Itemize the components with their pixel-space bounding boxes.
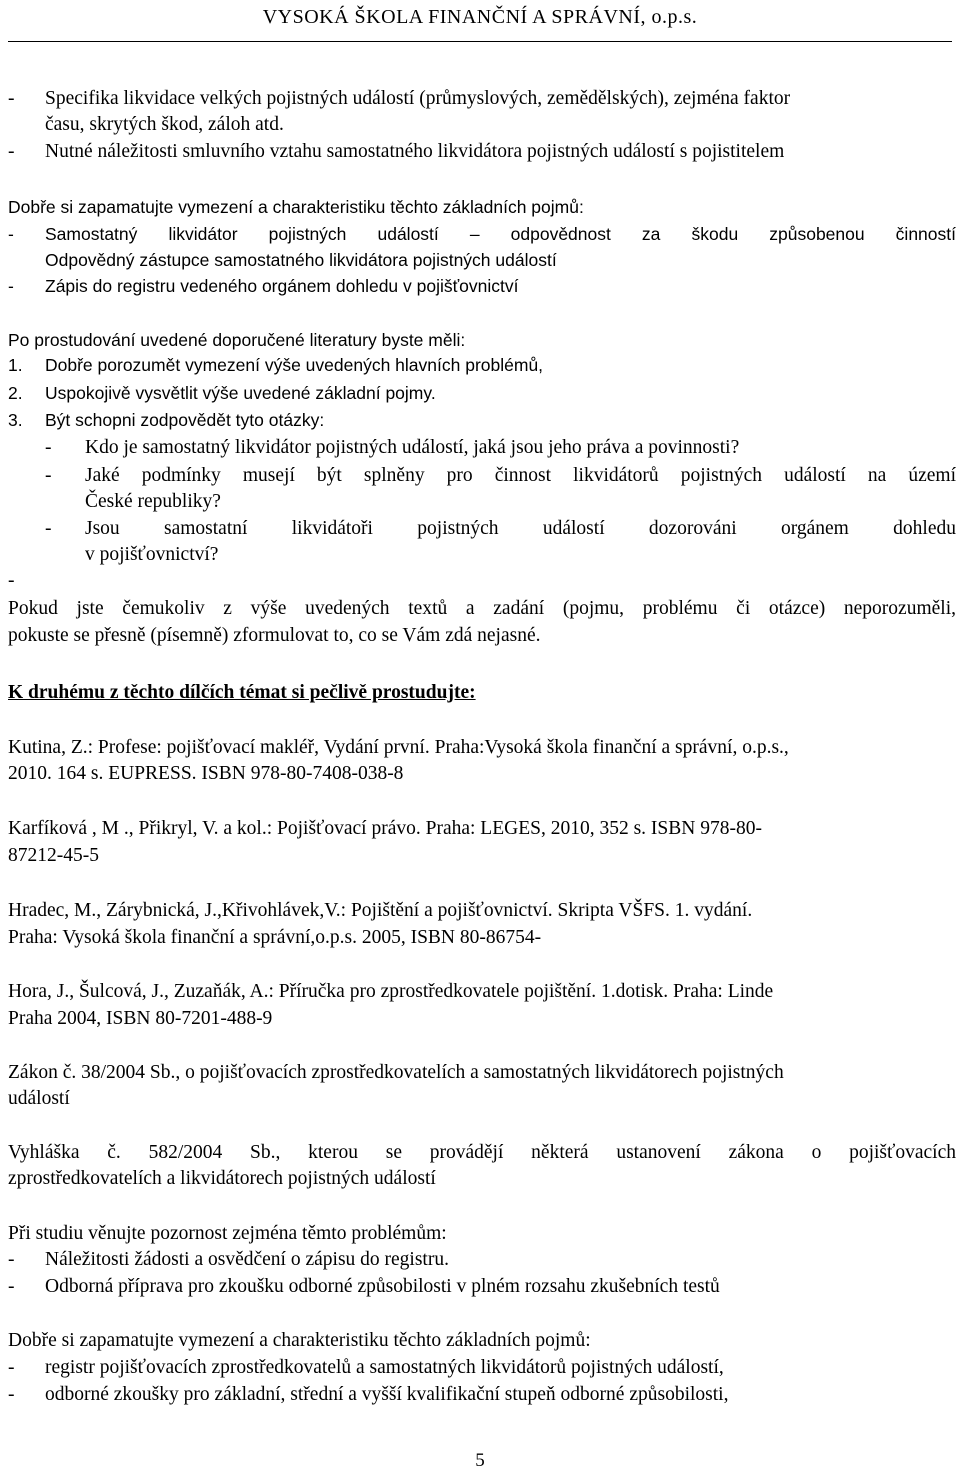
- item-text: Dobře porozumět vymezení výše uvedených hlavních problémů,: [45, 355, 544, 375]
- question-text: Kdo je samostatný likvidátor pojistných událostí, jaká jsou jeho práva a povinnosti?: [85, 437, 740, 458]
- reference-line: událostí: [8, 1088, 70, 1109]
- item-text: Být schopni zodpovědět tyto otázky:: [45, 410, 325, 430]
- reference-line: Hradec, M., Zárybnická, J.,Křivohlávek,V.: Pojištění a pojišťovnictví. Skripta VŠFS. 1. vydání.: [8, 900, 753, 921]
- bullet-dash: -: [8, 224, 14, 244]
- page-header: VYSOKÁ ŠKOLA FINANČNÍ A SPRÁVNÍ, o.p.s.: [262, 6, 698, 28]
- bullet-dash: -: [8, 88, 15, 109]
- list-item-text: Náležitosti žádosti a osvědčení o zápisu do registru.: [45, 1249, 449, 1270]
- reference-line: Kutina, Z.: Profese: pojišťovací makléř, Vydání první. Praha:Vysoká škola finanční a správní, o.p.s.,: [8, 737, 789, 758]
- reference-line: Praha 2004, ISBN 80-7201-488-9: [8, 1008, 273, 1029]
- bullet-dash: -: [45, 465, 52, 486]
- section-heading: Po prostudování uvedené doporučené literatury byste měli:: [8, 330, 466, 350]
- item-number: 1.: [8, 355, 23, 375]
- reference-line: 2010. 164 s. EUPRESS. ISBN 978-80-7408-038-8: [8, 763, 404, 784]
- lone-dash: -: [8, 570, 15, 591]
- reference-line: Praha: Vysoká škola finanční a správní,o.p.s. 2005, ISBN 80-86754-: [8, 927, 542, 948]
- bullet-dash: -: [8, 276, 14, 296]
- reference-line: Zákon č. 38/2004 Sb., o pojišťovacích zprostředkovatelích a samostatných likvidátorech pojistných: [8, 1062, 784, 1083]
- advice-text: pokuste se přesně (písemně) zformulovat to, co se Vám zdá nejasné.: [8, 625, 541, 646]
- reference-line: Vyhláška č. 582/2004 Sb., kterou se provádějí některá ustanovení zákona o pojišťovacích: [8, 1142, 956, 1163]
- list-item-text: Odpovědný zástupce samostatného likvidátora pojistných událostí: [45, 250, 557, 270]
- page-number: 5: [475, 1450, 485, 1471]
- literature-heading: K druhému z těchto dílčích témat si pečlivě prostudujte:: [8, 682, 476, 703]
- list-item-text: Samostatný likvidátor pojistných událostí – odpovědnost za škodu způsobenou činností: [45, 224, 956, 244]
- bullet-dash: -: [8, 1249, 15, 1270]
- reference-line: zprostředkovatelích a likvidátorech pojistných událostí: [8, 1168, 436, 1189]
- section-heading: Dobře si zapamatujte vymezení a charakteristiku těchto základních pojmů:: [8, 197, 584, 217]
- question-text: České republiky?: [85, 491, 221, 512]
- bullet-dash: -: [8, 141, 15, 162]
- bullet-dash: -: [45, 518, 52, 539]
- item-number: 2.: [8, 383, 23, 403]
- reference-line: Hora, J., Šulcová, J., Zuzaňák, A.: Příručka pro zprostředkovatele pojištění. 1.dotisk. Praha: Linde: [8, 981, 774, 1002]
- list-item-text: Zápis do registru vedeného orgánem dohledu v pojišťovnictví: [45, 276, 519, 296]
- bullet-dash: -: [8, 1276, 15, 1297]
- section-heading: Dobře si zapamatujte vymezení a charakteristiku těchto základních pojmů:: [8, 1330, 591, 1351]
- list-item-text: Specifika likvidace velkých pojistných událostí (průmyslových, zemědělských), zejména faktor: [45, 88, 791, 109]
- list-item-text: odborné zkoušky pro základní, střední a vyšší kvalifikační stupeň odborné způsobilosti,: [45, 1384, 729, 1405]
- bullet-dash: -: [45, 437, 52, 458]
- question-text: v pojišťovnictví?: [85, 544, 219, 565]
- section-heading: Při studiu věnujte pozornost zejména těmto problémům:: [8, 1223, 447, 1244]
- reference-line: Karfíková , M ., Přikryl, V. a kol.: Pojišťovací právo. Praha: LEGES, 2010, 352 s. ISBN 978-80-: [8, 818, 762, 839]
- item-number: 3.: [8, 410, 23, 430]
- list-item-text: Odborná příprava pro zkoušku odborné způsobilosti v plném rozsahu zkušebních testů: [45, 1276, 720, 1297]
- header-divider: [8, 41, 952, 42]
- question-text: Jaké podmínky musejí být splněny pro činnost likvidátorů pojistných událostí na území: [85, 465, 956, 486]
- question-text: Jsou samostatní likvidátoři pojistných událostí dozorováni orgánem dohledu: [85, 518, 956, 539]
- bullet-dash: -: [8, 1384, 15, 1405]
- list-item-text: registr pojišťovacích zprostředkovatelů a samostatných likvidátorů pojistných událostí,: [45, 1357, 724, 1378]
- bullet-dash: -: [8, 1357, 15, 1378]
- item-text: Uspokojivě vysvětlit výše uvedené základní pojmy.: [45, 383, 436, 403]
- reference-line: 87212-45-5: [8, 845, 99, 866]
- list-item-text: Nutné náležitosti smluvního vztahu samostatného likvidátora pojistných událostí s pojistitelem: [45, 141, 785, 162]
- advice-text: Pokud jste čemukoliv z výše uvedených textů a zadání (pojmu, problému či otázce) neporozuměli,: [8, 598, 956, 619]
- list-item-text: času, skrytých škod, záloh atd.: [45, 114, 284, 135]
